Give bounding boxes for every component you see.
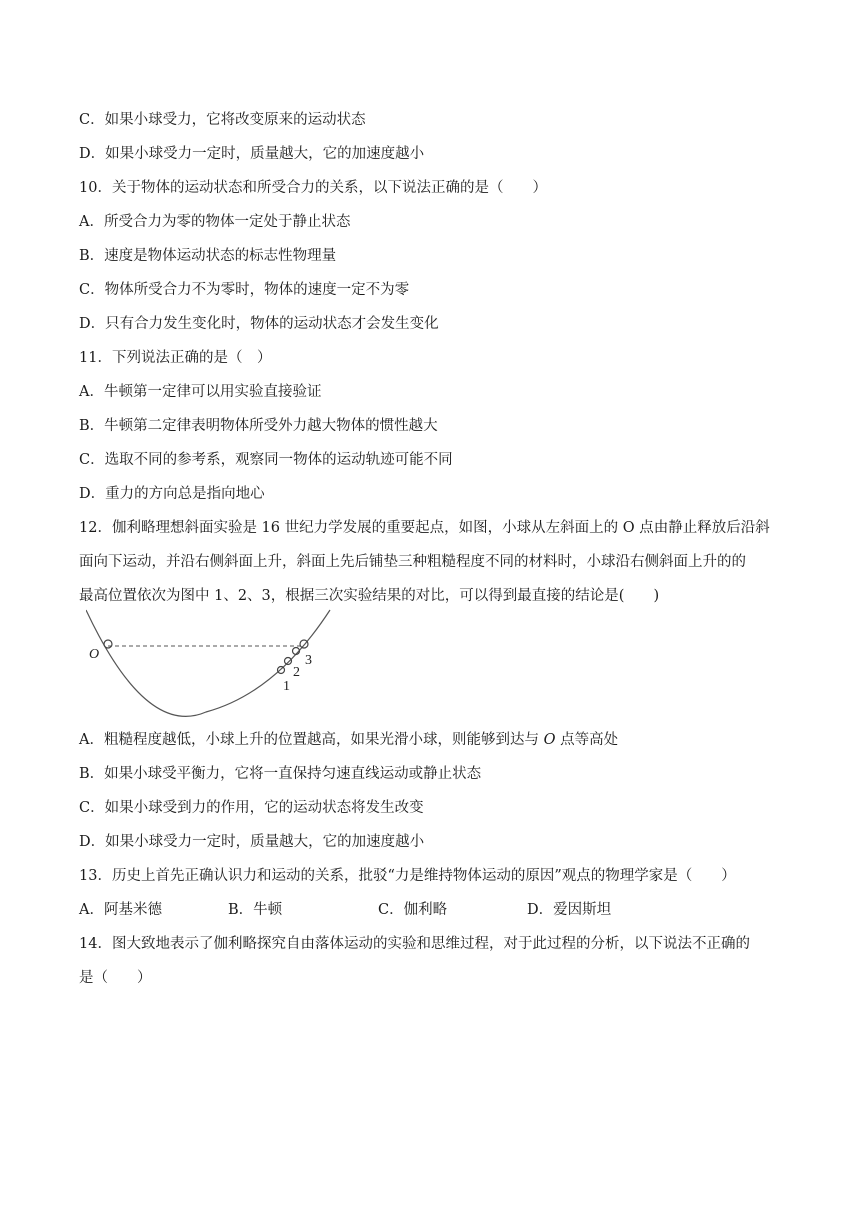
ball-o bbox=[104, 640, 112, 648]
ball-2 bbox=[285, 658, 292, 665]
q12-option-c: C．如果小球受到力的作用，它的运动状态将发生改变 bbox=[79, 800, 424, 816]
q10-option-a: A．所受合力为零的物体一定处于静止状态 bbox=[79, 214, 351, 230]
q10-option-d: D．只有合力发生变化时，物体的运动状态才会发生变化 bbox=[79, 316, 439, 332]
q12-stem-line-3: 最高位置依次为图中 1、2、3，根据三次实验结果的对比，可以得到最直接的结论是( ) bbox=[79, 588, 660, 604]
q11-option-d: D．重力的方向总是指向地心 bbox=[79, 486, 265, 502]
q12-stem-line-1: 12．伽利略理想斜面实验是 16 世纪力学发展的重要起点，如图，小球从左斜面上的 O 点由静止释放后沿斜 bbox=[79, 520, 770, 536]
q13-stem: 13．历史上首先正确认识力和运动的关系，批驳“力是维持物体运动的原因”观点的物理学家是（ ） bbox=[79, 868, 736, 884]
q12-option-a bbox=[79, 730, 800, 750]
ball-top bbox=[300, 640, 308, 648]
q12-option-a-tail: 点等高处 bbox=[555, 732, 619, 748]
q11-option-b: B．牛顿第二定律表明物体所受外力越大物体的惯性越大 bbox=[79, 418, 438, 434]
q12-stem-line-2: 面向下运动，并沿右侧斜面上升，斜面上先后铺垫三种粗糙程度不同的材料时，小球沿右侧斜面上升的的 bbox=[79, 554, 746, 570]
q12-option-a-text: A．粗糙程度越低，小球上升的位置越高，如果光滑小球，则能够到达与 bbox=[79, 732, 544, 748]
q12-option-d: D．如果小球受力一定时，质量越大，它的加速度越小 bbox=[79, 834, 425, 850]
q14-stem-line-1: 14．图大致地表示了伽利略探究自由落体运动的实验和思维过程，对于此过程的分析，以下说法不正确的 bbox=[79, 936, 750, 952]
label-1: 1 bbox=[283, 679, 290, 694]
curved-track bbox=[86, 610, 330, 716]
q13-option-b: B．牛顿 bbox=[228, 902, 283, 918]
label-o: O bbox=[89, 647, 100, 662]
q10-option-c: C．物体所受合力不为零时，物体的速度一定不为零 bbox=[79, 282, 410, 298]
label-2: 2 bbox=[293, 665, 300, 680]
label-3: 3 bbox=[305, 653, 312, 668]
q13-options bbox=[79, 900, 800, 920]
q10-option-b: B．速度是物体运动状态的标志性物理量 bbox=[79, 248, 337, 264]
q9-option-d: D．如果小球受力一定时，质量越大，它的加速度越小 bbox=[79, 146, 425, 162]
q13-option-a: A．阿基米德 bbox=[79, 902, 162, 918]
q12-option-a-o: O bbox=[543, 732, 556, 748]
q13-option-d: D．爱因斯坦 bbox=[527, 902, 612, 918]
ball-1 bbox=[278, 667, 285, 674]
q14-stem-line-2: 是（ ） bbox=[79, 970, 152, 986]
q11-stem: 11．下列说法正确的是（ ） bbox=[79, 350, 272, 366]
q11-option-c: C．选取不同的参考系，观察同一物体的运动轨迹可能不同 bbox=[79, 452, 453, 468]
q11-option-a: A．牛顿第一定律可以用实验直接验证 bbox=[79, 384, 322, 400]
incline-figure bbox=[86, 608, 336, 718]
q9-option-c: C．如果小球受力，它将改变原来的运动状态 bbox=[79, 112, 366, 128]
q10-stem: 10．关于物体的运动状态和所受合力的关系，以下说法正确的是（ ） bbox=[79, 180, 547, 196]
incline-diagram bbox=[86, 608, 336, 718]
q12-option-b: B．如果小球受平衡力，它将一直保持匀速直线运动或静止状态 bbox=[79, 766, 482, 782]
q13-option-c: C．伽利略 bbox=[378, 902, 448, 918]
